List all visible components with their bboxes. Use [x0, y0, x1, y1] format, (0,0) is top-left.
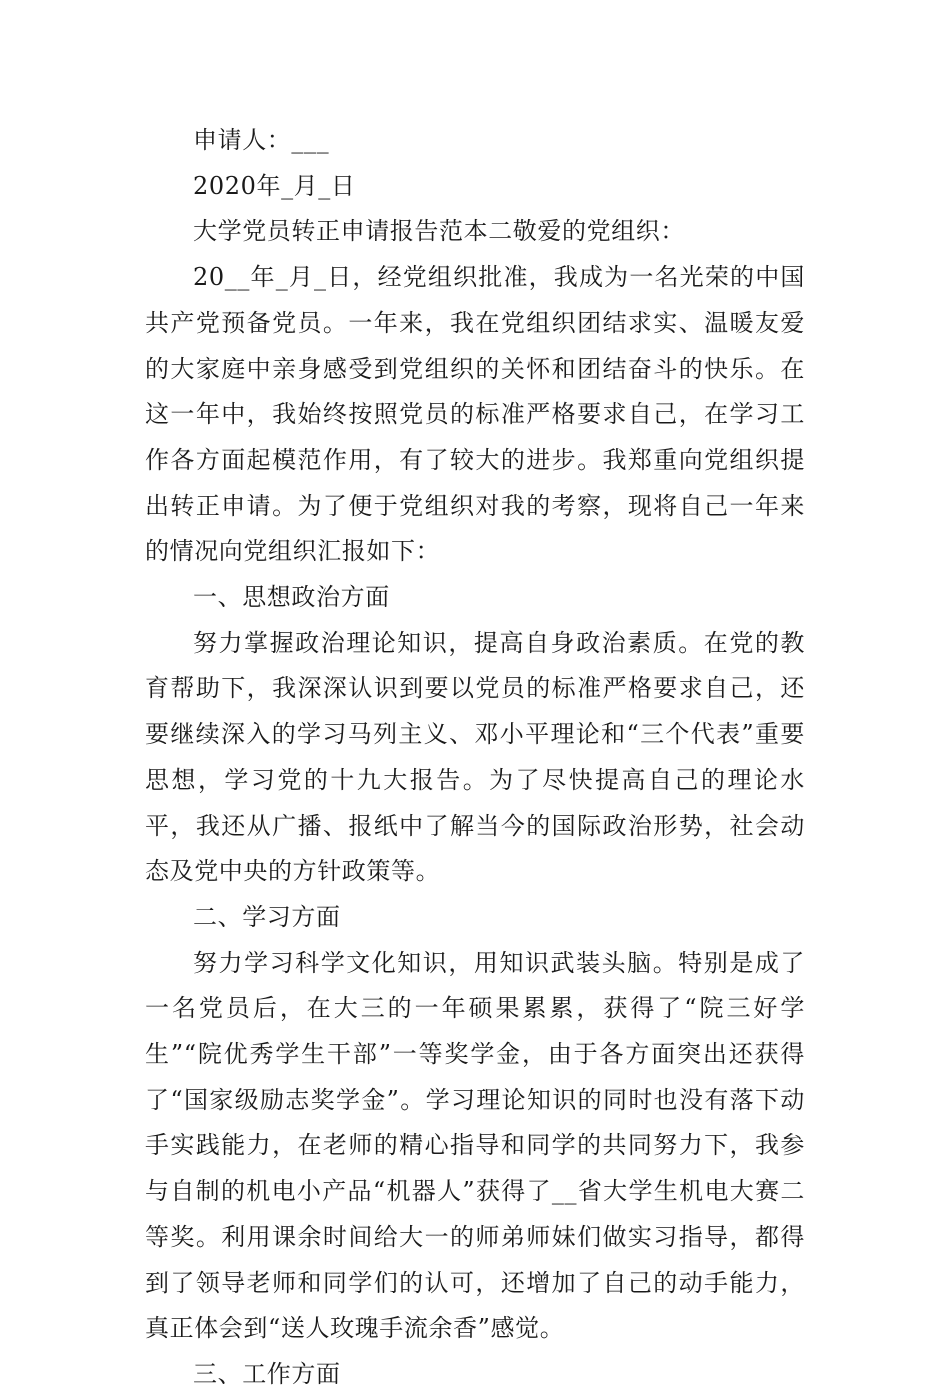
study-paragraph: 努力学习科学文化知识，用知识武装头脑。特别是成了一名党员后，在大三的一年硕果累累，获得了“院三好学生”“院优秀学生干部”一等奖学金，由于各方面突出还获得了“国家级励志奖学金”。学习理论知识的同时也没有落下动手实践能力，在老师的精心指导和同学的共同努力下，我参与自制的机电小产品“机器人”获得了__省大学生机电大赛二等奖。利用课余时间给大一的师弟师妹们做实习指导，都得到了领导老师和同学们的认可，还增加了自己的动手能力，真正体会到“送人玫瑰手流余香”感觉。 [145, 948, 805, 1343]
date-line: 2020年_月_日 [193, 171, 356, 200]
intro-paragraph: 20__年_月_日，经党组织批准，我成为一名光荣的中国共产党预备党员。一年来，我在党组织团结求实、温暖友爱的大家庭中亲身感受到党组织的关怀和团结奋斗的快乐。在这一年中，我始终按照党员的标准严格要求自己，在学习工作各方面起模范作用，有了较大的进步。我郑重向党组织提出转正申请。为了便于党组织对我的考察，现将自己一年来的情况向党组织汇报如下： [145, 263, 805, 566]
section-heading-work: 三、工作方面 [193, 1359, 341, 1388]
section-heading-study: 二、学习方面 [193, 902, 341, 931]
salutation: 大学党员转正申请报告范本二敬爱的党组织： [193, 217, 685, 246]
document-body [145, 118, 805, 1398]
applicant-line: 申请人：___ [193, 126, 330, 154]
section-heading-ideology: 一、思想政治方面 [193, 583, 390, 612]
ideology-paragraph: 努力掌握政治理论知识，提高自身政治素质。在党的教育帮助下，我深深认识到要以党员的标准严格要求自己，还要继续深入的学习马列主义、邓小平理论和“三个代表”重要思想，学习党的十九大报告。为了尽快提高自己的理论水平，我还从广播、报纸中了解当今的国际政治形势，社会动态及党中央的方针政策等。 [145, 628, 805, 886]
